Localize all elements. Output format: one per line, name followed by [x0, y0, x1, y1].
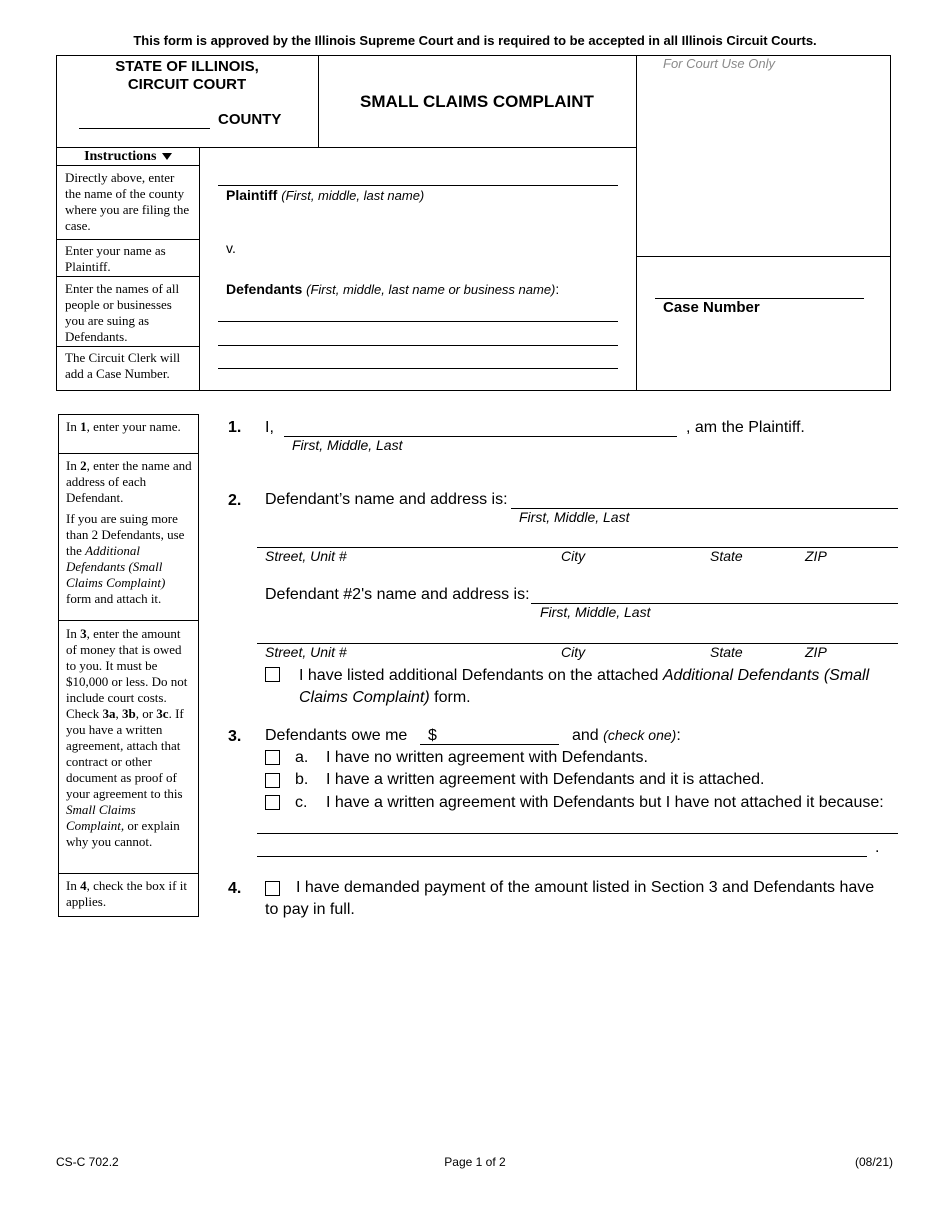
- additional-defendants-checkbox[interactable]: [265, 667, 280, 682]
- defendants-hint: (First, middle, last name or business name): [306, 282, 556, 297]
- defendants-label: Defendants: [226, 281, 303, 297]
- approval-notice: This form is approved by the Illinois Supreme Court and is required to be accepted in all Illinois Circuit Courts.: [133, 33, 817, 48]
- demand-payment-text-cont: to pay in full.: [265, 901, 355, 918]
- instruction-county: Directly above, enter the name of the county where you are filing the case.: [57, 170, 199, 240]
- amount-label: Defendants owe me: [265, 727, 408, 744]
- instruction-case-number: The Circuit Clerk will add a Case Number.: [65, 350, 181, 381]
- state-hint: State: [710, 644, 743, 660]
- option-a-text: I have no written agreement with Defendants.: [326, 749, 648, 766]
- divider: [58, 873, 199, 874]
- reason-input-line[interactable]: [257, 856, 867, 857]
- city-hint: City: [561, 644, 586, 660]
- additional-defendants-text: I have listed additional Defendants on the attached Additional Defendants (Small Claims Complaint) form.: [299, 667, 870, 706]
- section-1-post: , am the Plaintiff.: [686, 419, 805, 436]
- form-date: (08/21): [854, 1155, 893, 1169]
- street-hint: Street, Unit #: [265, 548, 347, 564]
- section-4-number: 4.: [228, 880, 242, 897]
- defendant-2-label: Defendant #2's name and address is:: [265, 586, 530, 603]
- reason-period: .: [875, 839, 880, 856]
- section-3-number: 3.: [228, 728, 242, 745]
- side-instruction-3: In 3, enter the amount of money that is owed to you. It must be $10,000 or less. Do not include court costs. Check 3a, 3b, or 3c. If you have a written agreement, attach that contract or other document as proof of your agreement to this Small Claims Complaint, or explain why you cannot.: [66, 626, 188, 849]
- side-instruction-2-additional: If you are suing more than 2 Defendants, use the Additional Defendants (Small Claims Complaint) form and attach it.: [66, 511, 185, 606]
- versus-label: v.: [226, 240, 236, 256]
- state-label: STATE OF ILLINOIS,: [115, 58, 259, 75]
- divider: [636, 55, 637, 391]
- side-instruction-4: In 4, check the box if it applies.: [66, 878, 187, 909]
- defendants-caption: [226, 281, 559, 297]
- defendants-colon: :: [555, 281, 560, 297]
- option-b-text: I have a written agreement with Defendants and it is attached.: [326, 771, 765, 788]
- court-use-label: For Court Use Only: [663, 56, 775, 71]
- option-a-letter: a.: [295, 749, 309, 766]
- court-label: CIRCUIT COURT: [127, 76, 247, 93]
- zip-hint: ZIP: [805, 548, 827, 564]
- caret-down-icon: [162, 153, 172, 160]
- plaintiff-label: Plaintiff: [226, 187, 278, 203]
- option-c-text: I have a written agreement with Defendants but I have not attached it because:: [326, 794, 884, 811]
- defendant-2-name-hint: First, Middle, Last: [540, 604, 651, 620]
- section-1-number: 1.: [228, 419, 242, 436]
- divider: [58, 620, 199, 621]
- instructions-title: Instructions: [84, 149, 157, 164]
- instruction-plaintiff: Enter your name as Plaintiff.: [57, 243, 199, 277]
- demand-payment-text: I have demanded payment of the amount listed in Section 3 and Defendants have: [296, 879, 875, 896]
- divider: [636, 256, 891, 257]
- defendant-1-name-hint: First, Middle, Last: [519, 509, 630, 525]
- section-2-number: 2.: [228, 492, 242, 509]
- plaintiff-input-line[interactable]: [218, 185, 618, 186]
- option-a-checkbox[interactable]: [265, 750, 280, 765]
- case-number-label: Case Number: [663, 299, 760, 316]
- reason-input-line[interactable]: [257, 833, 898, 834]
- side-instruction-1: In 1, enter your name.: [66, 419, 181, 434]
- section-1-hint: First, Middle, Last: [292, 437, 403, 453]
- option-c-checkbox[interactable]: [265, 795, 280, 810]
- side-instruction-2: In 2, enter the name and address of each Defendant.: [66, 458, 192, 505]
- form-code: CS-C 702.2: [56, 1155, 119, 1169]
- form-title: SMALL CLAIMS COMPLAINT: [360, 92, 594, 111]
- page-number: Page 1 of 2: [444, 1155, 506, 1169]
- street-hint: Street, Unit #: [265, 644, 347, 660]
- defendant-input-line[interactable]: [218, 321, 618, 322]
- amount-input-line[interactable]: [420, 744, 559, 745]
- county-label: COUNTY: [218, 111, 282, 128]
- demand-payment-checkbox[interactable]: [265, 881, 280, 896]
- dollar-sign: $: [428, 727, 437, 744]
- state-hint: State: [710, 548, 743, 564]
- divider: [199, 147, 200, 391]
- defendant-input-line[interactable]: [218, 345, 618, 346]
- option-c-letter: c.: [295, 794, 308, 811]
- check-one-caption: and (check one):: [572, 727, 681, 744]
- option-b-checkbox[interactable]: [265, 773, 280, 788]
- zip-hint: ZIP: [805, 644, 827, 660]
- defendant-input-line[interactable]: [218, 368, 618, 369]
- city-hint: City: [561, 548, 586, 564]
- county-input-line[interactable]: [79, 128, 210, 129]
- divider: [58, 453, 199, 454]
- defendant-1-label: Defendant’s name and address is:: [265, 491, 508, 508]
- plaintiff-hint: (First, middle, last name): [281, 188, 425, 203]
- option-b-letter: b.: [295, 771, 309, 788]
- court-heading: [56, 58, 318, 94]
- section-1-pre: I,: [265, 419, 274, 436]
- instruction-defendants: Enter the names of all people or businesses you are suing as Defendants.: [57, 281, 199, 347]
- instructions-header[interactable]: [57, 148, 199, 166]
- plaintiff-caption: [226, 187, 424, 203]
